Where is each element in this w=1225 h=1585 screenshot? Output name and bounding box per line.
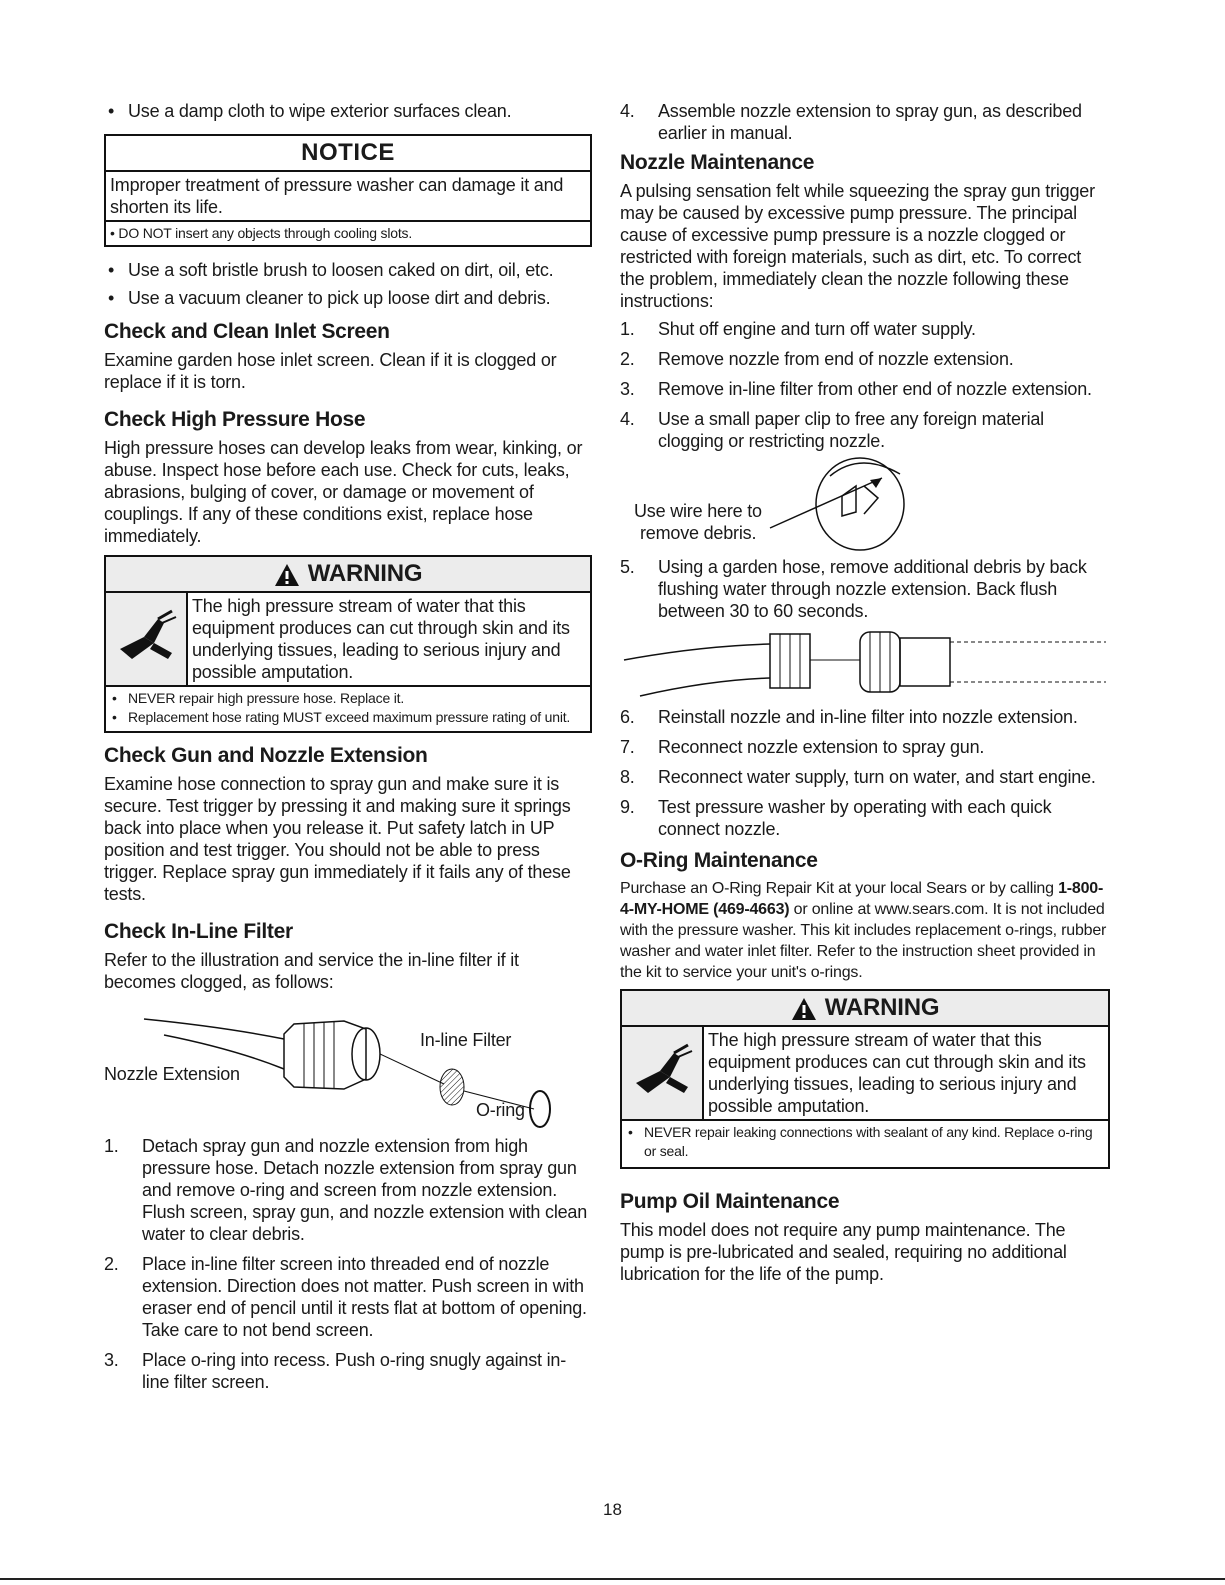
list-item: 4. Assemble nozzle extension to spray gun, as described earlier in manual. xyxy=(620,101,1082,143)
section-body: Refer to the illustration and service the in-line filter if it becomes clogged, as follows: xyxy=(104,950,519,992)
injection-hazard-icon xyxy=(622,1027,702,1119)
section-heading: Pump Oil Maintenance xyxy=(620,1190,840,1213)
list-item: 7. Reconnect nozzle extension to spray gun. xyxy=(620,737,985,757)
section-heading: Nozzle Maintenance xyxy=(620,151,815,174)
list-item: 5. Using a garden hose, remove additional debris by back flushing water through nozzle extension. Back flush between 30 to 60 seconds. xyxy=(620,557,1087,621)
section-body: A pulsing sensation felt while squeezing the spray gun trigger may be caused by excessive pump pressure. The principal cause of excessive pump pressure is a nozzle clogged or restricted with foreign materials, such as dirt, etc. To correct the problem, immediately clean the nozzle following these instructions: xyxy=(620,181,1095,311)
figure-label: O-ring xyxy=(476,1100,525,1120)
nozzle-steps xyxy=(620,318,1110,452)
phone-number: 1-800-4-MY-HOME (469-4663) xyxy=(620,880,1104,918)
warning-body: The high pressure stream of water that this equipment produces can cut through skin and its underlying tissues, leading to serious injury and possible amputation. xyxy=(702,1027,1108,1119)
nozzle-wire-diagram xyxy=(620,456,1110,556)
injection-hazard-icon xyxy=(106,593,186,685)
section-heading: Check and Clean Inlet Screen xyxy=(104,320,390,343)
figure-label: Use wire here to xyxy=(634,501,762,521)
figure-label: Nozzle Extension xyxy=(104,1064,240,1084)
warning-triangle-icon xyxy=(274,563,300,587)
list-item: 1. Shut off engine and turn off water supply. xyxy=(620,319,976,339)
section-body: Purchase an O-Ring Repair Kit at your local Sears or by calling 1-800-4-MY-HOME (469-4663) or online at www.sears.com. It is not included with the pressure washer. This kit includes replacement o-rings, rubber washer and water inlet filter. Refer to the instruction sheet provided in the kit to service your unit's o-rings. xyxy=(620,880,1107,981)
list-item: 3. Place o-ring into recess. Push o-ring snugly against in-line filter screen. xyxy=(104,1350,567,1392)
notice-title: NOTICE xyxy=(106,136,590,172)
warning-note: • NEVER repair leaking connections with sealant of any kind. Replace o-ring or seal. xyxy=(628,1124,1093,1159)
list-item: 2. Remove nozzle from end of nozzle extension. xyxy=(620,349,1014,369)
figure-label: remove debris. xyxy=(640,523,757,543)
section-body: This model does not require any pump maintenance. The pump is pre-lubricated and sealed, requiring no additional lubrication for the life of the pump. xyxy=(620,1220,1067,1284)
section-body: High pressure hoses can develop leaks from wear, kinking, or abuse. Inspect hose before each use. Check for cuts, leaks, abrasions, bulging of cover, or damage or movement of couplings. If any of these conditions exist, replace hose immediately. xyxy=(104,438,583,546)
notice-box xyxy=(104,134,592,247)
left-column xyxy=(104,100,592,1401)
list-item: • Use a damp cloth to wipe exterior surfaces clean. xyxy=(108,101,512,121)
notice-body: Improper treatment of pressure washer can damage it and shorten its life. xyxy=(106,172,590,222)
list-item: 4. Use a small paper clip to free any foreign material clogging or restricting nozzle. xyxy=(620,409,1044,451)
figure-label: In-line Filter xyxy=(420,1030,512,1050)
warning-body: The high pressure stream of water that this equipment produces can cut through skin and its underlying tissues, leading to serious injury and possible amputation. xyxy=(186,593,590,685)
hose-coupling-illustration xyxy=(620,630,1110,700)
filter-steps xyxy=(104,1135,592,1393)
section-body: Examine hose connection to spray gun and make sure it is secure. Test trigger by pressing it and making sure it springs back into place when you release it. Put safety latch in UP position and test trigger. You should not be able to press trigger. Replace spray gun immediately if it fails any of these tests. xyxy=(104,774,571,904)
list-item: 3. Remove in-line filter from other end of nozzle extension. xyxy=(620,379,1092,399)
page-border xyxy=(0,1578,1225,1580)
section-heading: O-Ring Maintenance xyxy=(620,849,818,872)
page-number: 18 xyxy=(603,1500,622,1519)
section-heading: Check In-Line Filter xyxy=(104,920,293,943)
warning-note: • NEVER repair high pressure hose. Replace it. xyxy=(112,690,405,706)
list-item: 8. Reconnect water supply, turn on water, and start engine. xyxy=(620,767,1096,787)
warning-title: WARNING xyxy=(622,991,1108,1027)
section-heading: Check Gun and Nozzle Extension xyxy=(104,744,428,767)
warning-title: WARNING xyxy=(106,557,590,593)
right-column xyxy=(620,100,1110,1291)
notice-note: • DO NOT insert any objects through cooling slots. xyxy=(110,225,413,241)
section-body: Examine garden hose inlet screen. Clean if it is clogged or replace if it is torn. xyxy=(104,350,557,392)
list-item: 1. Detach spray gun and nozzle extension from high pressure hose. Detach nozzle extension from spray gun and remove o-ring and screen from nozzle extension. Flush screen, spray gun, and nozzle extension with clean water to clear debris. xyxy=(104,1136,588,1244)
backflush-diagram xyxy=(620,630,1110,700)
list-item: • Use a vacuum cleaner to pick up loose dirt and debris. xyxy=(108,288,551,308)
warning-note: • Replacement hose rating MUST exceed maximum pressure rating of unit. xyxy=(112,709,571,725)
warning-box xyxy=(620,989,1110,1169)
list-item: • Use a soft bristle brush to loosen caked on dirt, oil, etc. xyxy=(108,260,554,280)
warning-box xyxy=(104,555,592,733)
inline-filter-diagram xyxy=(104,999,592,1129)
list-item: 6. Reinstall nozzle and in-line filter into nozzle extension. xyxy=(620,707,1078,727)
section-heading: Check High Pressure Hose xyxy=(104,408,366,431)
list-item: 2. Place in-line filter screen into threaded end of nozzle extension. Direction does not matter. Push screen in with eraser end of pencil until it rests flat at bottom of opening. Take care to not bend screen. xyxy=(104,1254,587,1340)
list-item: 9. Test pressure washer by operating with each quick connect nozzle. xyxy=(620,797,1052,839)
warning-triangle-icon xyxy=(791,997,817,1021)
